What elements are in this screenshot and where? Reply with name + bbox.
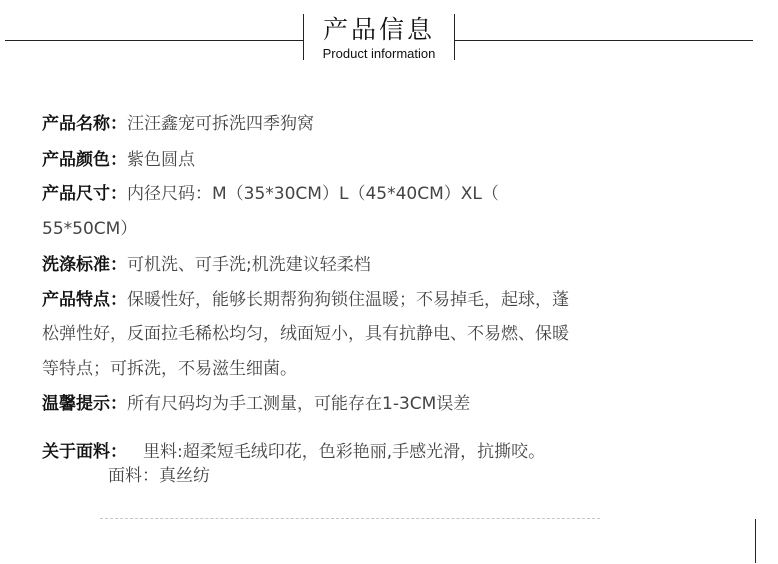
fabric-row — [42, 442, 545, 462]
product-features-line1: 保暖性好，能够长期帮狗狗锁住温暖；不易掉毛，起球，蓬 — [127, 290, 569, 310]
fabric-surface: 面料：真丝纺 — [108, 466, 210, 486]
header-left-line — [5, 40, 303, 41]
wash-standard-row — [42, 255, 371, 275]
tips-value: 所有尺码均为手工测量，可能存在1-3CM误差 — [127, 394, 471, 414]
section-title: 产品信息 — [322, 15, 435, 44]
product-size-continuation: 55*50CM） — [42, 219, 138, 239]
product-color-value: 紫色圆点 — [127, 150, 195, 170]
product-name-value: 汪汪鑫宠可拆洗四季狗窝 — [127, 114, 314, 134]
product-name-row — [42, 114, 314, 134]
tips-label: 温馨提示： — [42, 394, 127, 414]
product-color-label: 产品颜色： — [42, 150, 127, 170]
header-right-line — [455, 40, 753, 41]
wash-standard-value: 可机洗、可手洗;机洗建议轻柔档 — [127, 255, 371, 275]
product-features-row — [42, 290, 569, 310]
product-features-line2: 松弹性好，反面拉毛稀松均匀，绒面短小，具有抗静电、不易燃、保暖 — [42, 324, 569, 344]
corner-line — [755, 519, 756, 563]
product-size-value: 内径尺码：M（35*30CM）L（45*40CM）XL（ — [127, 184, 499, 204]
product-color-row — [42, 150, 195, 170]
cropped-text-strip — [100, 518, 600, 528]
tips-row — [42, 394, 470, 414]
section-subtitle: Product information — [322, 46, 436, 61]
product-features-line3: 等特点；可拆洗，不易滋生细菌。 — [42, 359, 297, 379]
product-size-row — [42, 184, 499, 204]
fabric-lining: 里料:超柔短毛绒印花，色彩艳丽,手感光滑，抗撕咬。 — [143, 442, 546, 462]
fabric-label: 关于面料： — [42, 442, 127, 462]
product-size-label: 产品尺寸： — [42, 184, 127, 204]
product-name-label: 产品名称： — [42, 114, 127, 134]
wash-standard-label: 洗涤标准： — [42, 255, 127, 275]
product-features-label: 产品特点： — [42, 290, 127, 310]
